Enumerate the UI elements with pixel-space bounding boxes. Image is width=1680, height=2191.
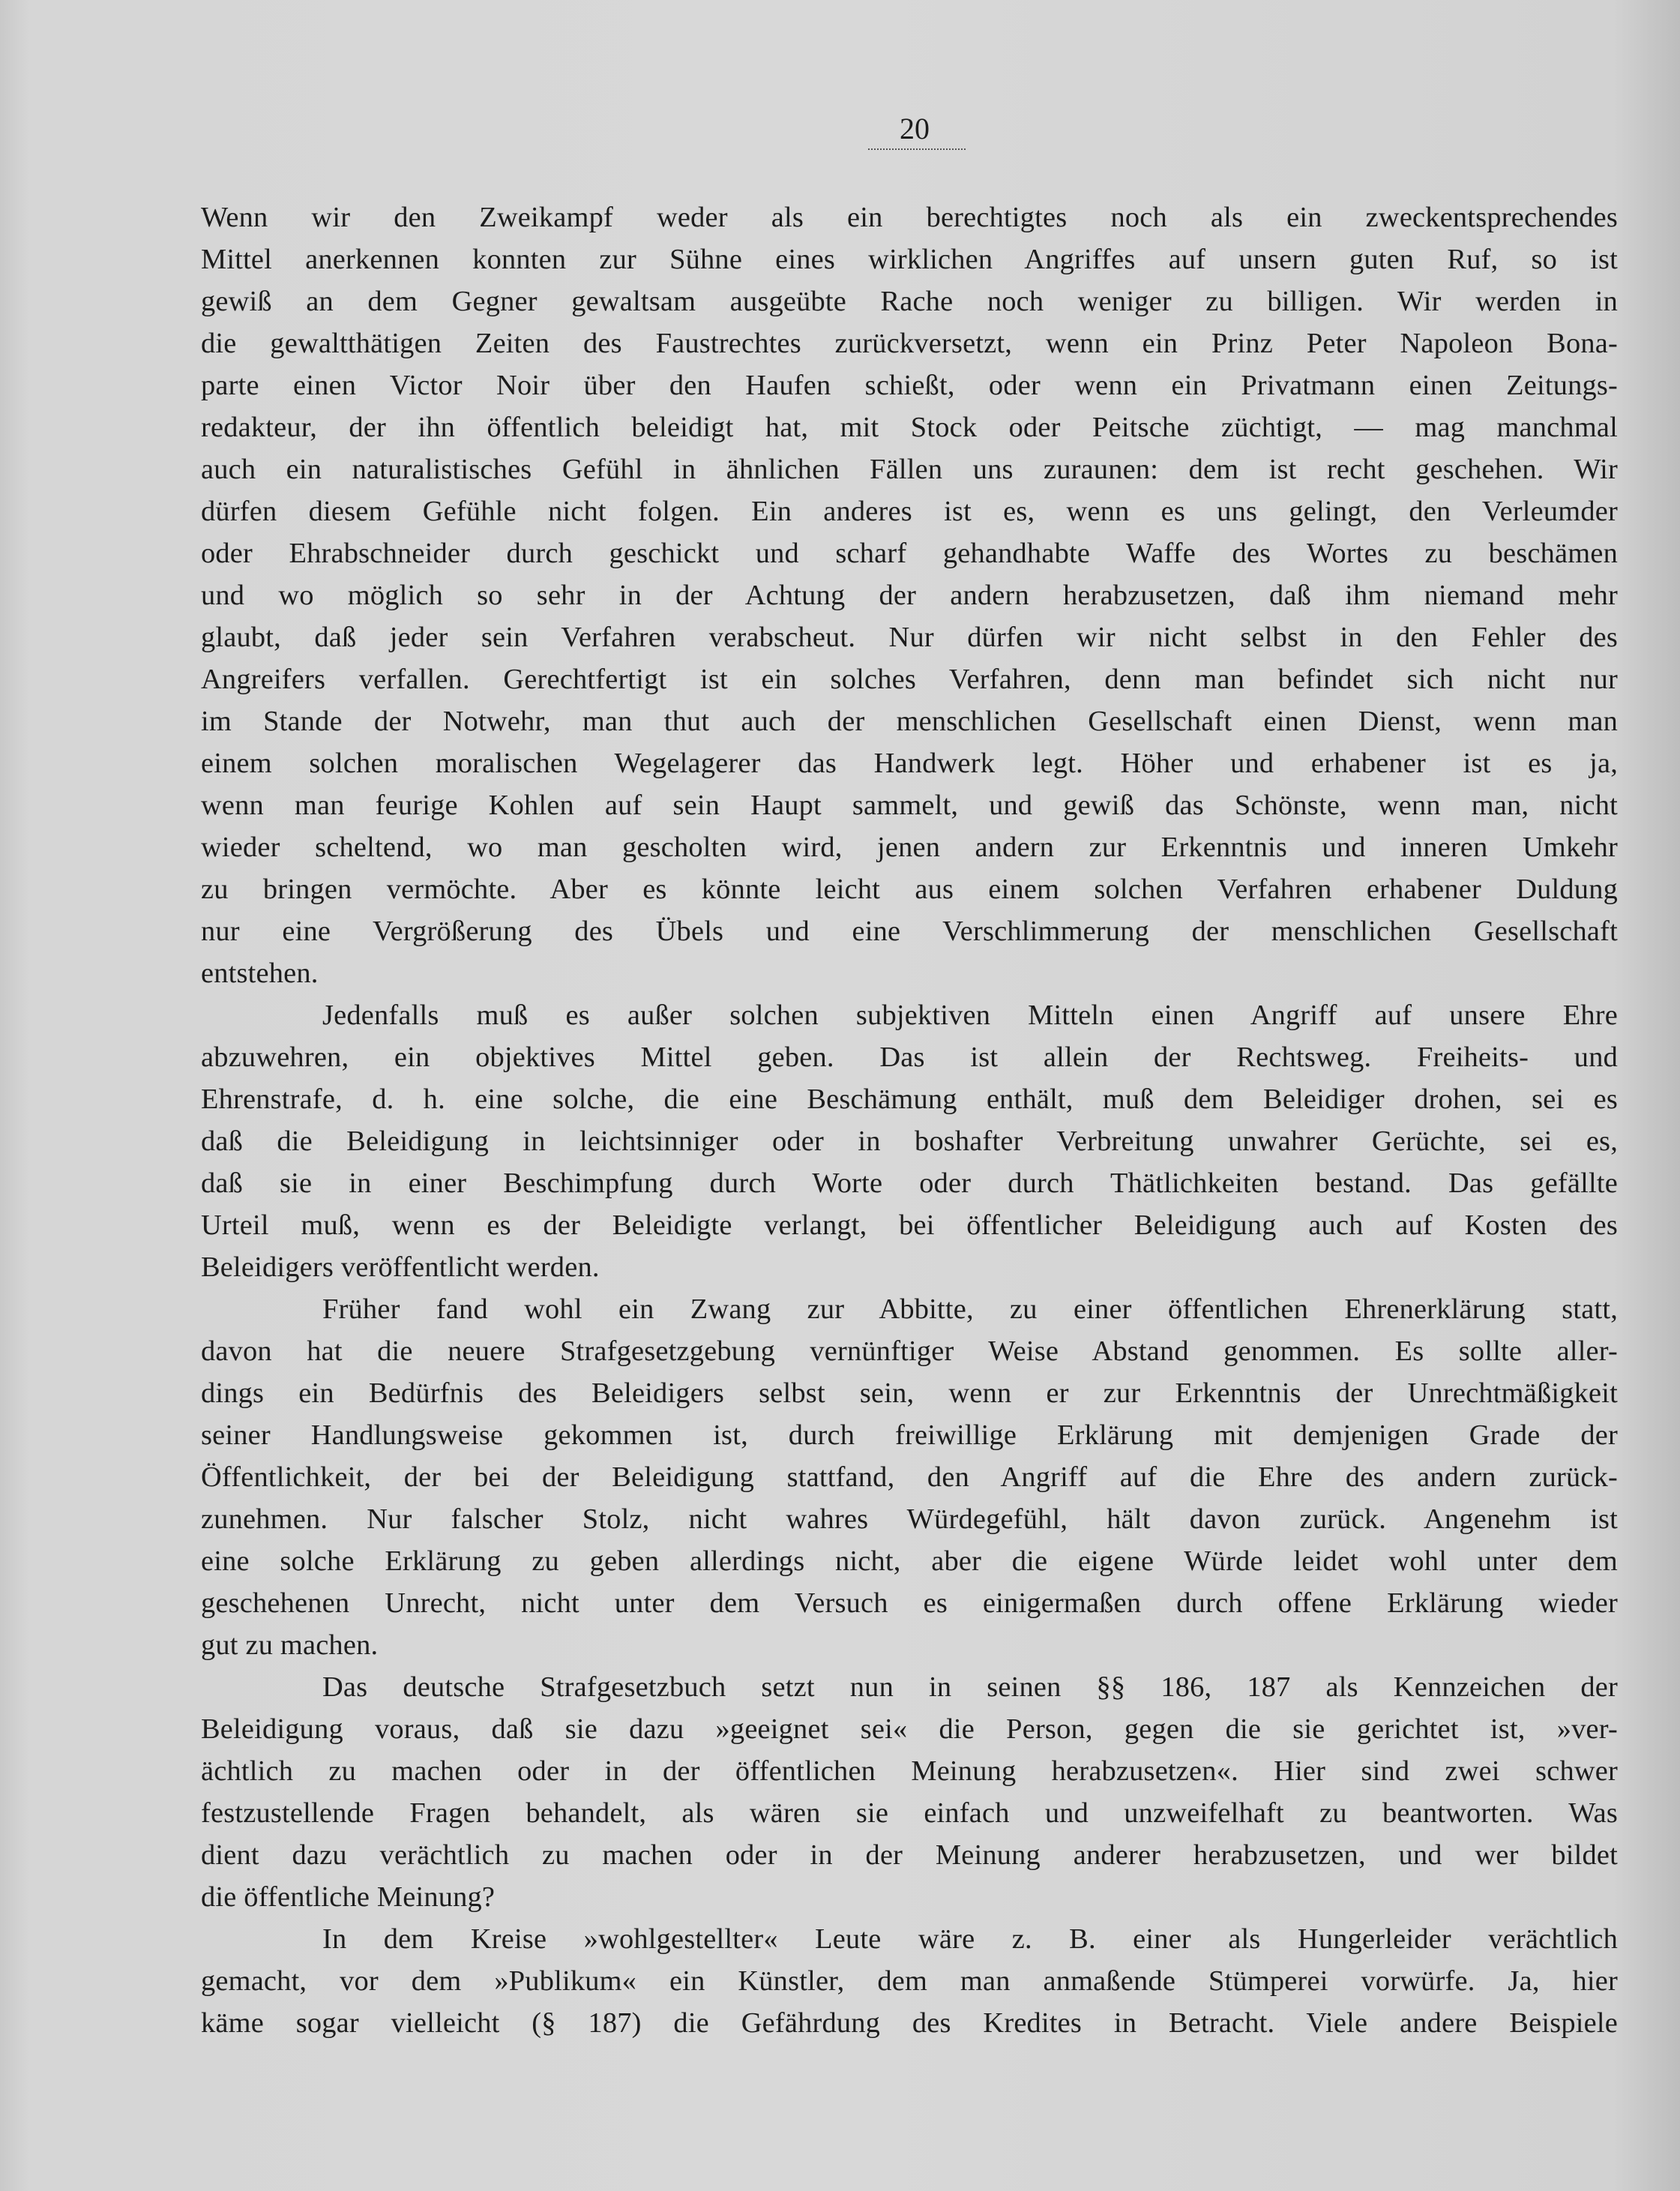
text-line: redakteur, der ihn öffentlich beleidigt hat, mit Stock oder Peitsche züchtigt, — mag manchmal <box>201 412 1618 443</box>
page-number-underline <box>868 148 966 153</box>
text-line: zunehmen. Nur falscher Stolz, nicht wahres Würdegefühl, hält davon zurück. Angenehm ist <box>201 1503 1618 1535</box>
text-line: entstehen. <box>201 958 319 989</box>
text-line: Beleidigung voraus, daß sie dazu »geeignet sei« die Person, gegen die sie gerichtet ist, »ver- <box>201 1713 1618 1745</box>
text-line: die öffentliche Meinung? <box>201 1881 496 1913</box>
text-line: Angreifers verfallen. Gerechtfertigt ist ein solches Verfahren, denn man befindet sich nicht nur <box>201 664 1618 695</box>
text-line: ächtlich zu machen oder in der öffentlichen Meinung herabzusetzen«. Hier sind zwei schwer <box>201 1755 1618 1787</box>
paragraph <box>201 994 1618 1288</box>
text-line: Früher fand wohl ein Zwang zur Abbitte, zu einer öffentlichen Ehrenerklärung statt, <box>322 1293 1618 1325</box>
paragraph <box>201 1666 1618 1918</box>
body-text <box>201 196 1618 2044</box>
text-line: daß die Beleidigung in leichtsinniger oder in boshafter Verbreitung unwahrer Gerüchte, sei es, <box>201 1125 1618 1157</box>
text-line: Urteil muß, wenn es der Beleidigte verlangt, bei öffentlicher Beleidigung auch auf Kosten des <box>201 1209 1618 1241</box>
text-line: oder Ehrabschneider durch geschickt und scharf gehandhabte Waffe des Wortes zu beschämen <box>201 538 1618 569</box>
text-line: Das deutsche Strafgesetzbuch setzt nun in seinen §§ 186, 187 als Kennzeichen der <box>322 1671 1618 1703</box>
text-line: dings ein Bedürfnis des Beleidigers selbst sein, wenn er zur Erkenntnis der Unrechtmäßigkeit <box>201 1377 1618 1409</box>
page-number: 20 <box>900 112 930 145</box>
text-line: seiner Handlungsweise gekommen ist, durch freiwillige Erklärung mit demjenigen Grade der <box>201 1419 1618 1451</box>
text-line: im Stande der Notwehr, man thut auch der menschlichen Gesellschaft einen Dienst, wenn man <box>201 706 1618 737</box>
text-line: davon hat die neuere Strafgesetzgebung vernünftiger Weise Abstand genommen. Es sollte aller- <box>201 1335 1618 1367</box>
text-line: dürfen diesem Gefühle nicht folgen. Ein anderes ist es, wenn es uns gelingt, den Verleumder <box>201 496 1618 527</box>
text-line: festzustellende Fragen behandelt, als wären sie einfach und unzweifelhaft zu beantworten. Was <box>201 1797 1618 1829</box>
paragraph <box>201 1288 1618 1666</box>
text-line: käme sogar vielleicht (§ 187) die Gefährdung des Kredites in Betracht. Viele andere Beispiele <box>201 2007 1618 2039</box>
text-line: geschehenen Unrecht, nicht unter dem Versuch es einigermaßen durch offene Erklärung wieder <box>201 1587 1618 1619</box>
text-line: nur eine Vergrößerung des Übels und eine Verschlimmerung der menschlichen Gesellschaft <box>201 916 1618 947</box>
text-line: gemacht, vor dem »Publikum« ein Künstler, dem man anmaßende Stümperei vorwürfe. Ja, hier <box>201 1965 1618 1997</box>
text-line: gewiß an dem Gegner gewaltsam ausgeübte Rache noch weniger zu billigen. Wir werden in <box>201 286 1618 317</box>
text-line: dient dazu verächtlich zu machen oder in der Meinung anderer herabzusetzen, und wer bildet <box>201 1839 1618 1871</box>
text-line: Jedenfalls muß es außer solchen subjektiven Mitteln einen Angriff auf unsere Ehre <box>322 1000 1618 1031</box>
text-line: Beleidigers veröffentlicht werden. <box>201 1251 600 1283</box>
text-line: Öffentlichkeit, der bei der Beleidigung stattfand, den Angriff auf die Ehre des andern zurück- <box>201 1461 1618 1493</box>
text-line: In dem Kreise »wohlgestellter« Leute wäre z. B. einer als Hungerleider verächtlich <box>322 1923 1618 1955</box>
text-line: parte einen Victor Noir über den Haufen schießt, oder wenn ein Privatmann einen Zeitungs- <box>201 370 1618 401</box>
paragraph <box>201 196 1618 994</box>
text-line: eine solche Erklärung zu geben allerdings nicht, aber die eigene Würde leidet wohl unter dem <box>201 1545 1618 1577</box>
text-line: zu bringen vermöchte. Aber es könnte leicht aus einem solchen Verfahren erhabener Duldung <box>201 874 1618 905</box>
text-line: Wenn wir den Zweikampf weder als ein berechtigtes noch als ein zweckentsprechendes <box>201 202 1618 233</box>
text-line: und wo möglich so sehr in der Achtung der andern herabzusetzen, daß ihm niemand mehr <box>201 580 1618 611</box>
text-line: einem solchen moralischen Wegelagerer das Handwerk legt. Höher und erhabener ist es ja, <box>201 748 1618 779</box>
text-line: auch ein naturalistisches Gefühl in ähnlichen Fällen uns zuraunen: dem ist recht geschehen. Wir <box>201 454 1618 485</box>
text-line: die gewaltthätigen Zeiten des Faustrechtes zurückversetzt, wenn ein Prinz Peter Napoleon Bona- <box>201 328 1618 359</box>
text-line: gut zu machen. <box>201 1629 379 1661</box>
text-line: Ehrenstrafe, d. h. eine solche, die eine Beschämung enthält, muß dem Beleidiger drohen, sei es <box>201 1084 1618 1115</box>
text-line: glaubt, daß jeder sein Verfahren verabscheut. Nur dürfen wir nicht selbst in den Fehler des <box>201 622 1618 653</box>
text-line: daß sie in einer Beschimpfung durch Worte oder durch Thätlichkeiten bestand. Das gefällte <box>201 1167 1618 1199</box>
text-line: wenn man feurige Kohlen auf sein Haupt sammelt, und gewiß das Schönste, wenn man, nicht <box>201 790 1618 821</box>
text-line: wieder scheltend, wo man gescholten wird, jenen andern zur Erkenntnis und inneren Umkehr <box>201 832 1618 863</box>
text-line: abzuwehren, ein objektives Mittel geben. Das ist allein der Rechtsweg. Freiheits- und <box>201 1042 1618 1073</box>
paragraph <box>201 1918 1618 2044</box>
text-line: Mittel anerkennen konnten zur Sühne eines wirklichen Angriffes auf unsern guten Ruf, so ist <box>201 244 1618 275</box>
